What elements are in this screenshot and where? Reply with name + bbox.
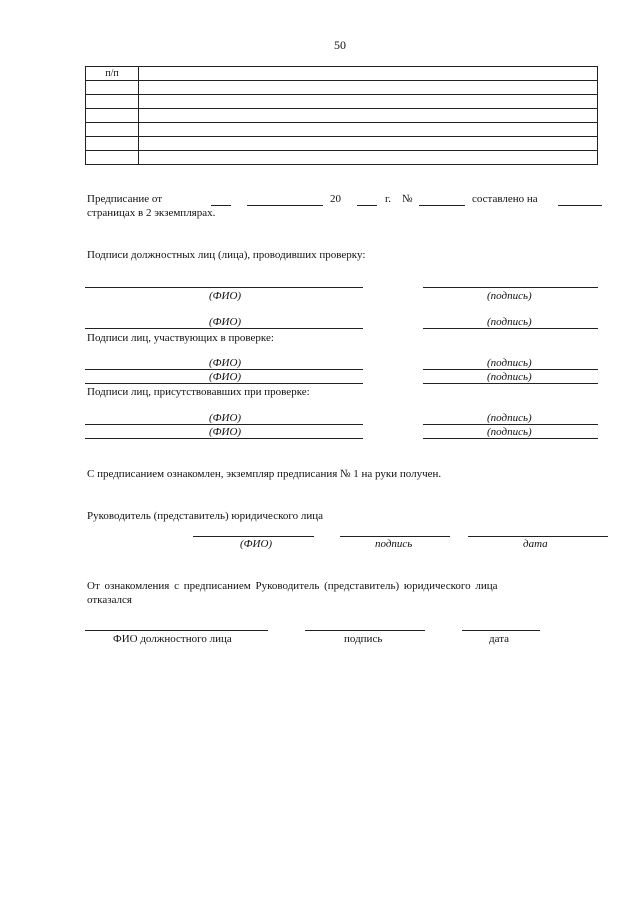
year-blank [357,205,377,206]
table-header-col1: п/п [86,67,139,81]
signature-line [423,438,598,439]
prescription-label: Предписание от [87,193,163,205]
fio-caption: (ФИО) [209,426,242,438]
table-cell [86,137,139,151]
signature-line [468,536,608,537]
sign-caption: подпись [375,538,413,550]
sign-caption: подпись [344,633,383,645]
table-cell [139,123,598,137]
fio-official-caption: ФИО должностного лица [113,633,232,645]
signature-line [423,369,598,370]
fio-caption: (ФИО) [209,316,242,328]
sign-caption: (подпись) [487,357,532,369]
table-row [86,95,598,109]
sign-caption: (подпись) [487,290,532,302]
signature-line [85,438,363,439]
table-cell [139,151,598,165]
signature-line [85,383,363,384]
pages-blank [558,205,602,206]
acknowledged-text: С предписанием ознакомлен, экземпляр предписания № 1 на руки получен. [87,468,442,480]
date-blank [211,205,231,206]
sign-caption: (подпись) [487,426,532,438]
present-heading: Подписи лиц, присутствовавших при проверке: [87,386,310,398]
table-cell [139,95,598,109]
fio-caption: (ФИО) [240,538,273,550]
table-cell [86,123,139,137]
sign-caption: (подпись) [487,412,532,424]
signature-line [85,287,363,288]
table-cell [139,109,598,123]
month-blank [247,205,323,206]
date-caption: дата [489,633,510,645]
table-row [86,151,598,165]
table-cell [139,67,598,81]
table-cell [86,81,139,95]
signature-line [85,369,363,370]
fio-caption: (ФИО) [209,290,242,302]
table-row [86,137,598,151]
head-label: Руководитель (представитель) юридического лица [87,510,323,522]
fio-caption: (ФИО) [209,371,242,383]
table-cell [139,137,598,151]
signature-line [423,424,598,425]
number-sign: № [402,193,413,205]
sign-caption: (подпись) [487,371,532,383]
table-cell [139,81,598,95]
prescription-line2: страницах в 2 экземплярах. [87,207,216,219]
table-row [86,81,598,95]
signature-line [85,328,363,329]
refusal-line1: От ознакомления с предписанием Руководитель (представитель) юридического лица [87,580,498,592]
fio-caption: (ФИО) [209,412,242,424]
signature-line [423,287,598,288]
items-table [85,66,598,165]
signature-line [462,630,540,631]
year-suffix: г. [385,193,392,205]
table-cell [86,151,139,165]
year-prefix: 20 [330,193,341,205]
table-row [86,67,598,81]
officials-heading: Подписи должностных лиц (лица), проводивших проверку: [87,249,366,261]
table-row [86,109,598,123]
table-cell [86,109,139,123]
table-row [86,123,598,137]
signature-line [423,383,598,384]
sign-caption: (подпись) [487,316,532,328]
signature-line [305,630,425,631]
signature-line [85,424,363,425]
date-caption: дата [523,538,548,550]
number-blank [419,205,465,206]
table-cell [86,95,139,109]
fio-caption: (ФИО) [209,357,242,369]
signature-line [85,630,268,631]
signature-line [340,536,450,537]
signature-line [423,328,598,329]
page-number: 50 [334,38,346,52]
composed-on: составлено на [472,193,538,205]
refusal-line2: отказался [87,594,132,606]
signature-line [193,536,314,537]
participants-heading: Подписи лиц, участвующих в проверке: [87,332,274,344]
